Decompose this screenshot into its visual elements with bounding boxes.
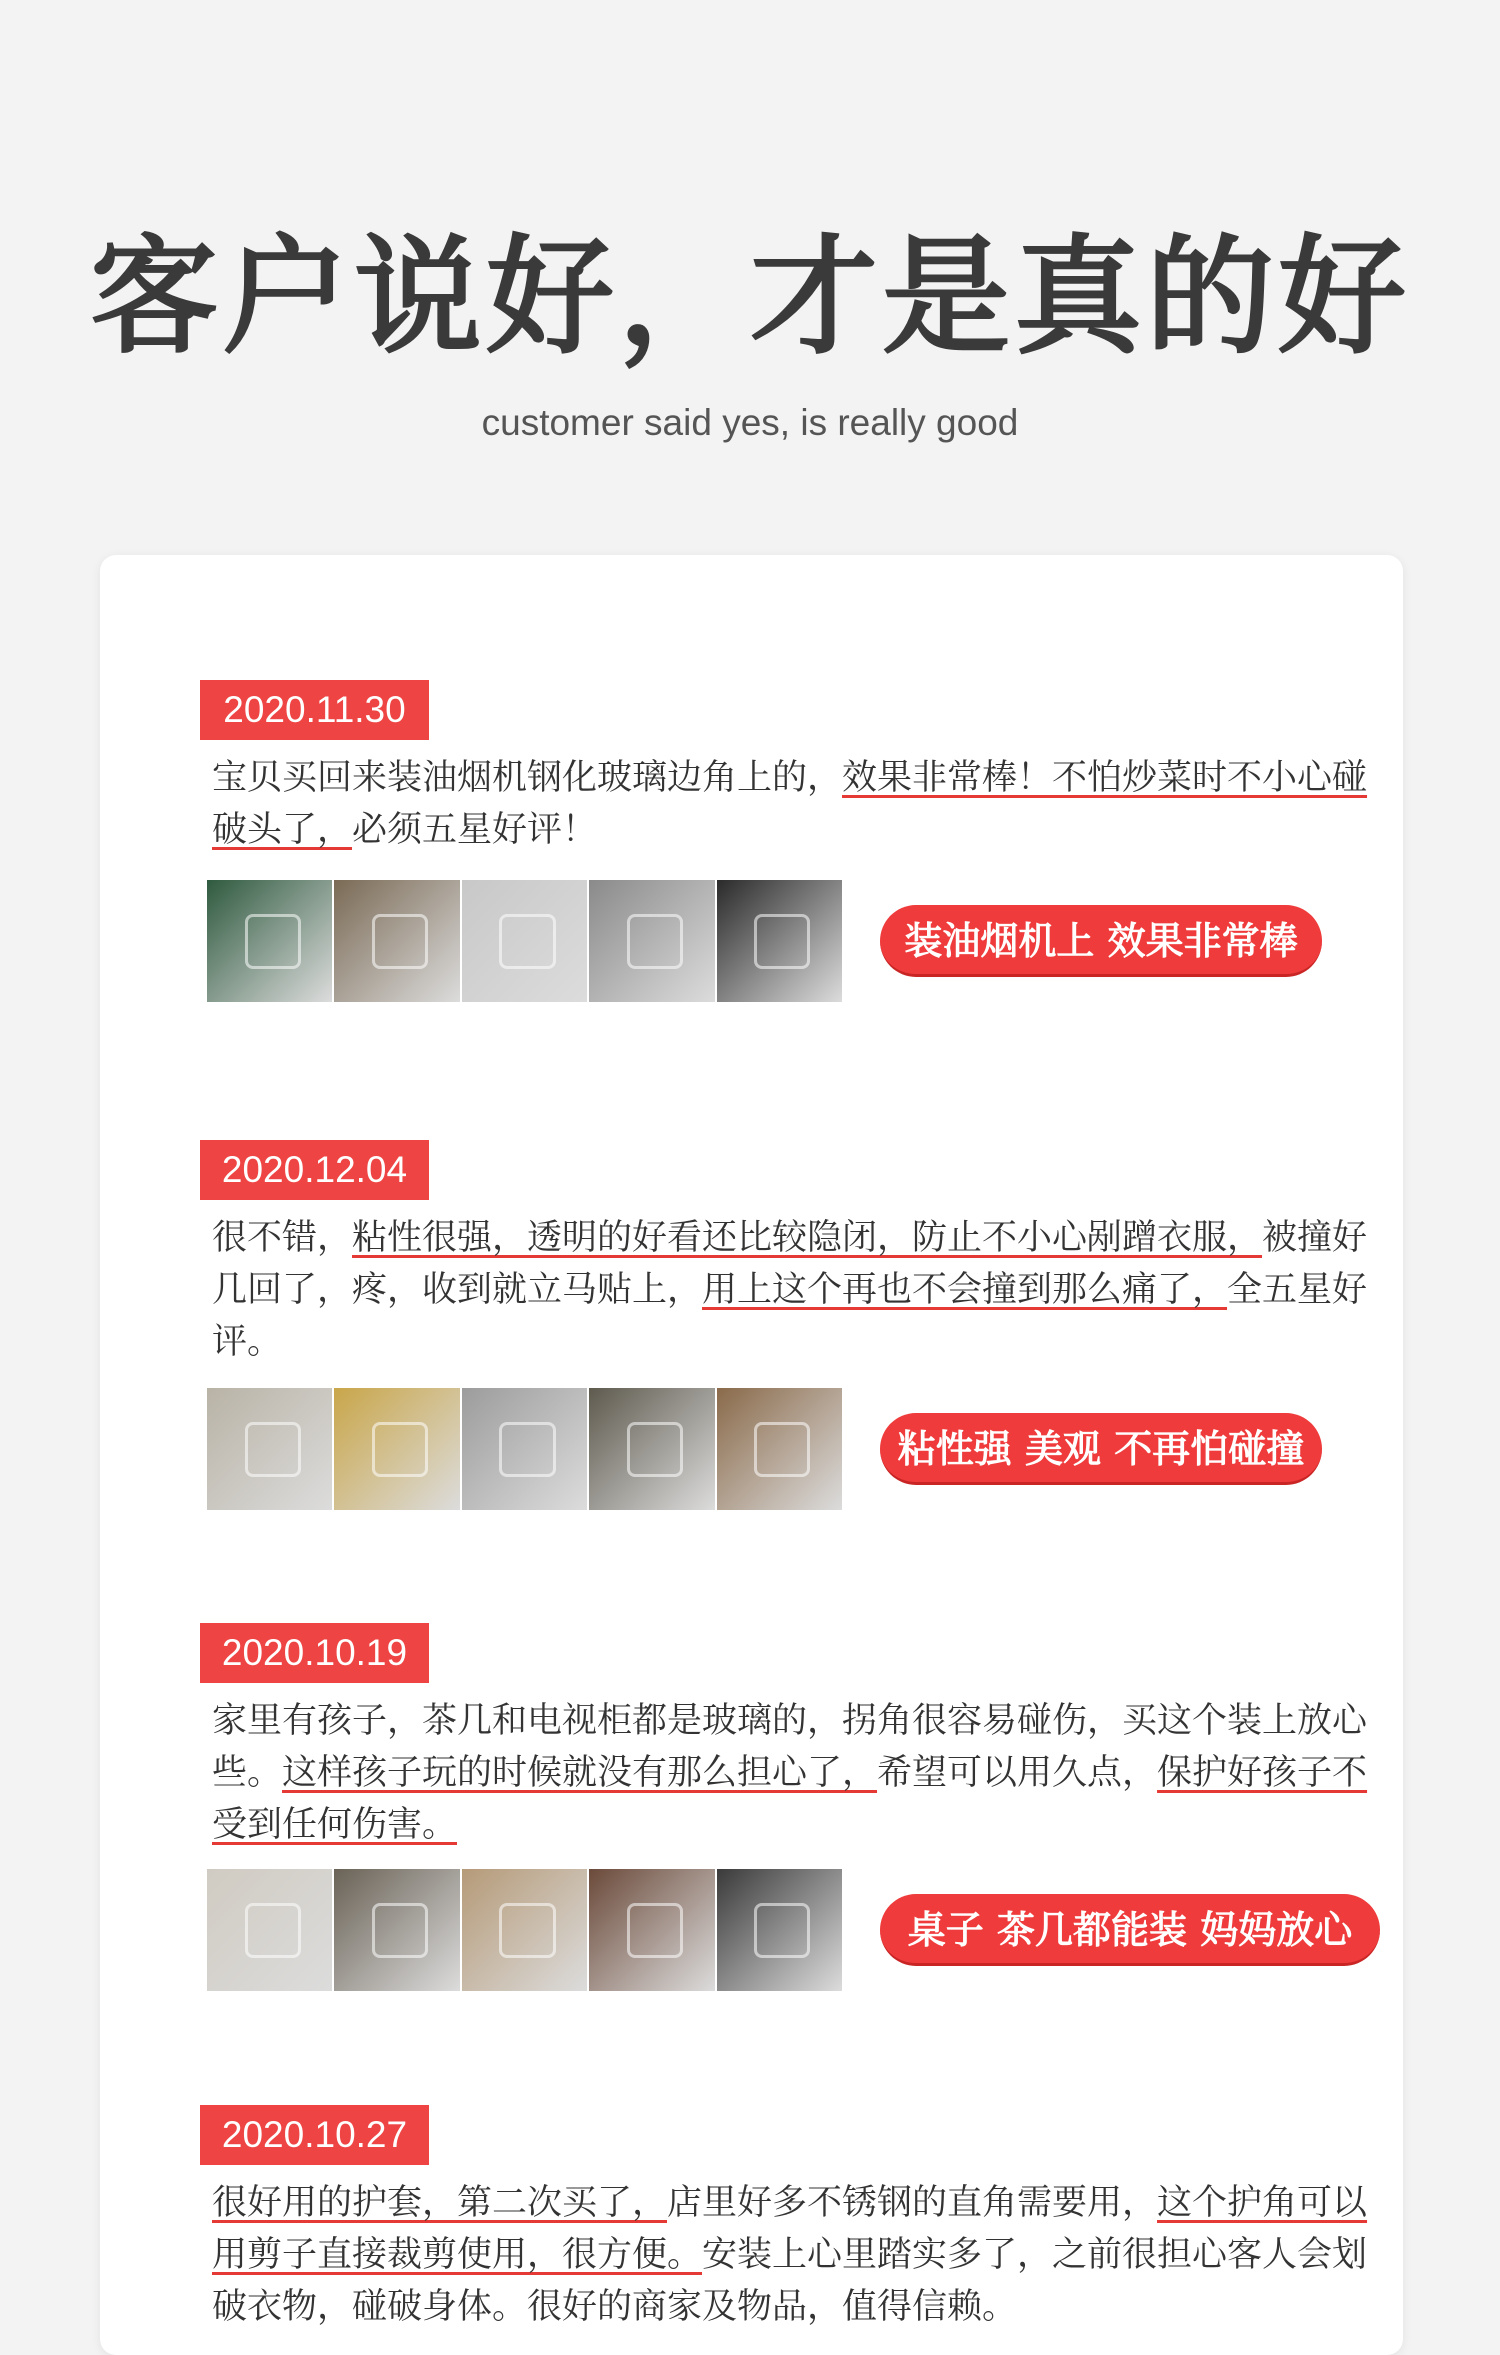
review-text <box>212 752 1392 856</box>
page-subtitle: customer said yes, is really good <box>481 402 1019 443</box>
review-text <box>212 2177 1392 2333</box>
review-photo[interactable] <box>334 1869 459 1991</box>
review-text-segment: 很不错， <box>212 1218 353 1258</box>
review-photo[interactable] <box>589 880 714 1002</box>
review-text-segment: 被撞好几回了，疼，收到就立马贴上， <box>212 1218 1368 1310</box>
review-date: 2020.10.19 <box>200 1623 429 1683</box>
review-date: 2020.12.04 <box>200 1140 429 1200</box>
review-text-segment: 宝贝买回来装油烟机钢化玻璃边角上的， <box>212 758 843 798</box>
page-title: 客户说好，才是真的好 <box>89 223 1410 372</box>
review-text-highlight: 粘性很强，透明的好看还比较隐闭，防止不小心剐蹭衣服， <box>352 1218 1263 1258</box>
review-photos <box>207 880 842 1002</box>
review-text-highlight: 这个护角可以用剪子直接裁剪使用，很方便。 <box>212 2183 1368 2275</box>
review-photo[interactable] <box>207 880 332 1002</box>
review-photo[interactable] <box>717 1869 842 1991</box>
review-text-highlight: 很好用的护套，第二次买了， <box>212 2183 668 2223</box>
review-tag: 粘性强 美观 不再怕碰撞 <box>880 1413 1322 1485</box>
review-text-highlight: 用上这个再也不会撞到那么痛了， <box>702 1270 1228 1310</box>
review-text-segment: 安装上心里踏实多了，之前很担心客人会划破衣物，碰破身体。很好的商家及物品，值得信赖。 <box>212 2235 1368 2327</box>
review-photo[interactable] <box>717 880 842 1002</box>
review-photos <box>207 1869 842 1991</box>
reviews-card <box>100 555 1403 2355</box>
review-photo[interactable] <box>589 1388 714 1510</box>
review-photo[interactable] <box>462 1869 587 1991</box>
review-date: 2020.11.30 <box>200 680 429 740</box>
review-text-highlight: 效果非常棒！不怕炒菜时不小心碰破头了， <box>212 758 1368 850</box>
review-text-highlight: 保护好孩子不受到任何伤害。 <box>212 1753 1368 1845</box>
review-text <box>212 1695 1392 1851</box>
review-photo[interactable] <box>462 1388 587 1510</box>
review-text-segment: 必须五星好评！ <box>352 810 598 850</box>
review-tag: 桌子 茶几都能装 妈妈放心 <box>880 1894 1380 1966</box>
review-photos <box>207 1388 842 1510</box>
review-date: 2020.10.27 <box>200 2105 429 2165</box>
review-photo[interactable] <box>717 1388 842 1510</box>
review-text-segment: 家里有孩子，茶几和电视柜都是玻璃的，拐角很容易碰伤，买这个装上放心些。 <box>212 1701 1368 1793</box>
review-photo[interactable] <box>334 1388 459 1510</box>
review-text <box>212 1212 1392 1368</box>
review-photo[interactable] <box>334 880 459 1002</box>
review-photo[interactable] <box>207 1869 332 1991</box>
review-photo[interactable] <box>462 880 587 1002</box>
review-photo[interactable] <box>589 1869 714 1991</box>
review-photo[interactable] <box>207 1388 332 1510</box>
review-text-segment: 全五星好评。 <box>212 1270 1368 1362</box>
review-text-segment: 希望可以用久点， <box>877 1753 1158 1793</box>
review-tag: 装油烟机上 效果非常棒 <box>880 905 1322 977</box>
review-text-highlight: 这样孩子玩的时候就没有那么担心了， <box>282 1753 878 1793</box>
review-text-segment: 店里好多不锈钢的直角需要用， <box>667 2183 1158 2223</box>
